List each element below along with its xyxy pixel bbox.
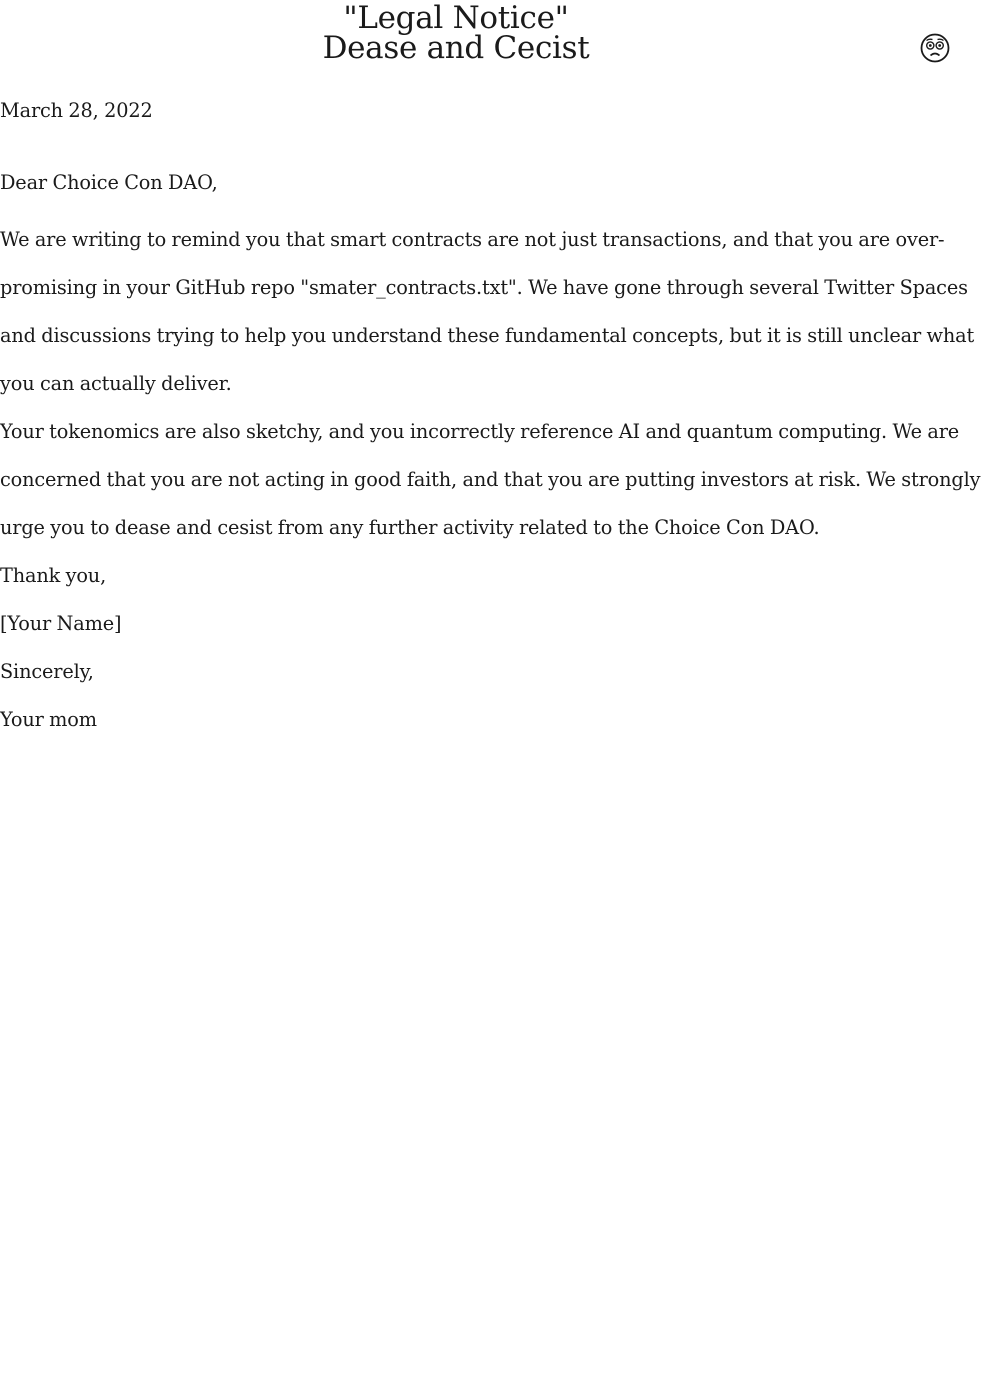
letter-body xyxy=(0,96,1000,744)
worried-face-icon xyxy=(920,33,950,63)
letter-name-placeholder: [Your Name] xyxy=(0,612,122,635)
letter-paragraph-1: We are writing to remind you that smart contracts are not just transactions, and that you are over-promising in your GitHub repo "smater_contracts.txt". We have gone through several Twitter Spaces and discussions trying to help you understand these fundamental concepts, but it is still unclear what you can actually deliver. xyxy=(0,228,975,395)
title-dease-and-cecist: Dease and Cecist xyxy=(322,30,590,66)
letter-closing-thanks: Thank you, xyxy=(0,564,107,587)
letter-salutation: Dear Choice Con DAO, xyxy=(0,171,218,194)
letter-header xyxy=(0,0,912,66)
letter-paragraph-2: Your tokenomics are also sketchy, and you incorrectly reference AI and quantum computing. We are concerned that you are not acting in good faith, and that you are putting investors at risk. We strongly urge you to dease and cesist from any further activity related to the Choice Con DAO. xyxy=(0,420,981,539)
title-legal-notice: "Legal Notice" xyxy=(343,0,569,36)
letter-closing-sincerely: Sincerely, xyxy=(0,660,94,683)
letter-date: March 28, 2022 xyxy=(0,99,153,122)
letter-signature: Your mom xyxy=(0,708,97,731)
